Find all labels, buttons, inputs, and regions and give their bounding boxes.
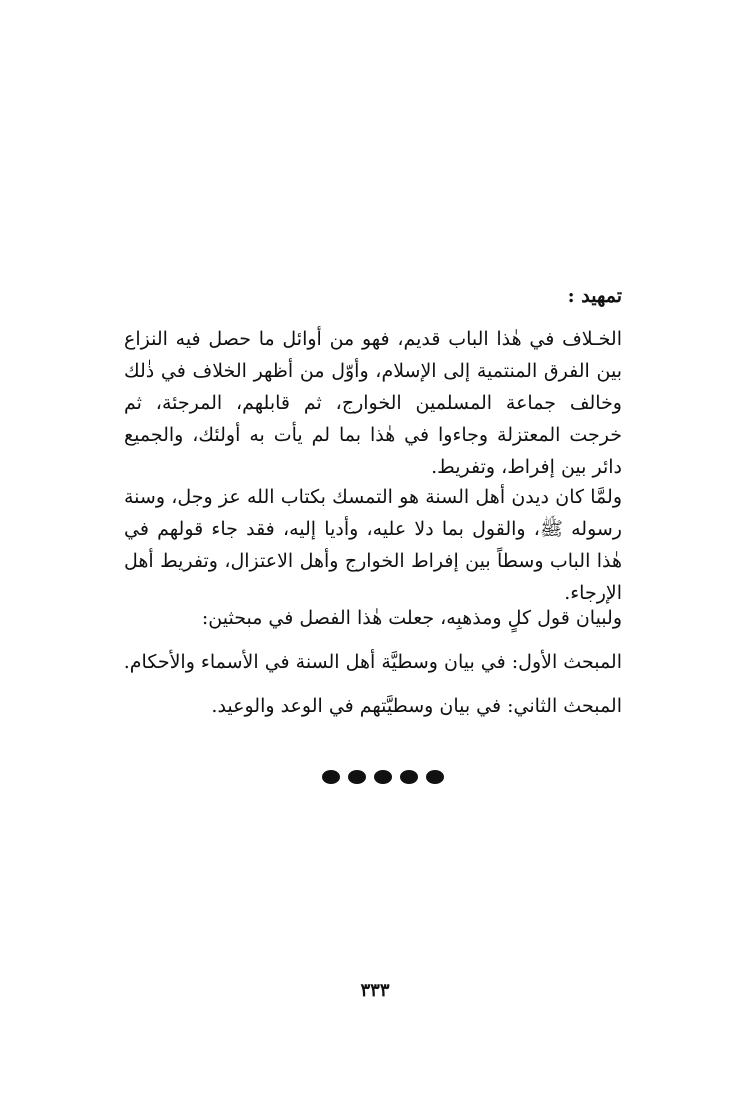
separator-dot-icon — [348, 770, 366, 784]
separator-dot-icon — [322, 770, 340, 784]
section-heading: تمهيد : — [567, 285, 622, 307]
second-section-title: المبحث الثاني: في بيان وسطيَّتهم في الوعد والوعيد. — [211, 695, 622, 717]
separator-dots-icon — [322, 769, 444, 785]
paragraph-ahl-al-sunnah-position: ولمَّا كان ديدن أهل السنة هو التمسك بكتاب الله عز وجل، وسنة رسوله ﷺ، والقول بما دلا عليه، وأديا إليه، فقد جاء قولهم في هٰذا الباب وسطاً بين إفراط الخوارج وأهل الاعتزال، وتفريط أهل الإرجاء. — [124, 486, 622, 604]
separator-dot-icon — [374, 770, 392, 784]
separator-dot-icon — [426, 770, 444, 784]
page-number: ٣٣٣ — [360, 980, 390, 1001]
paragraph-disagreement-history: الخـلاف في هٰذا الباب قديم، فهو من أوائل ما حصل فيه النزاع بين الفرق المنتمية إلى الإسلام، وأوّل من أظهر الخلاف في ذٰلك وخالف جماعة المسلمين الخوارج، ثم قابلهم، المرجئة، ثم خرجت المعتزلة وجاءوا في هٰذا بما لم يأت به أولئك، والجميع دائر بين إفراط، وتفريط. — [124, 328, 622, 478]
separator-dot-icon — [400, 770, 418, 784]
chapter-intro-line: ولبيان قول كلٍ ومذهبِه، جعلت هٰذا الفصل في مبحثين: — [201, 607, 622, 629]
first-section-title: المبحث الأول: في بيان وسطيَّة أهل السنة في الأسماء والأحكام. — [123, 651, 622, 673]
